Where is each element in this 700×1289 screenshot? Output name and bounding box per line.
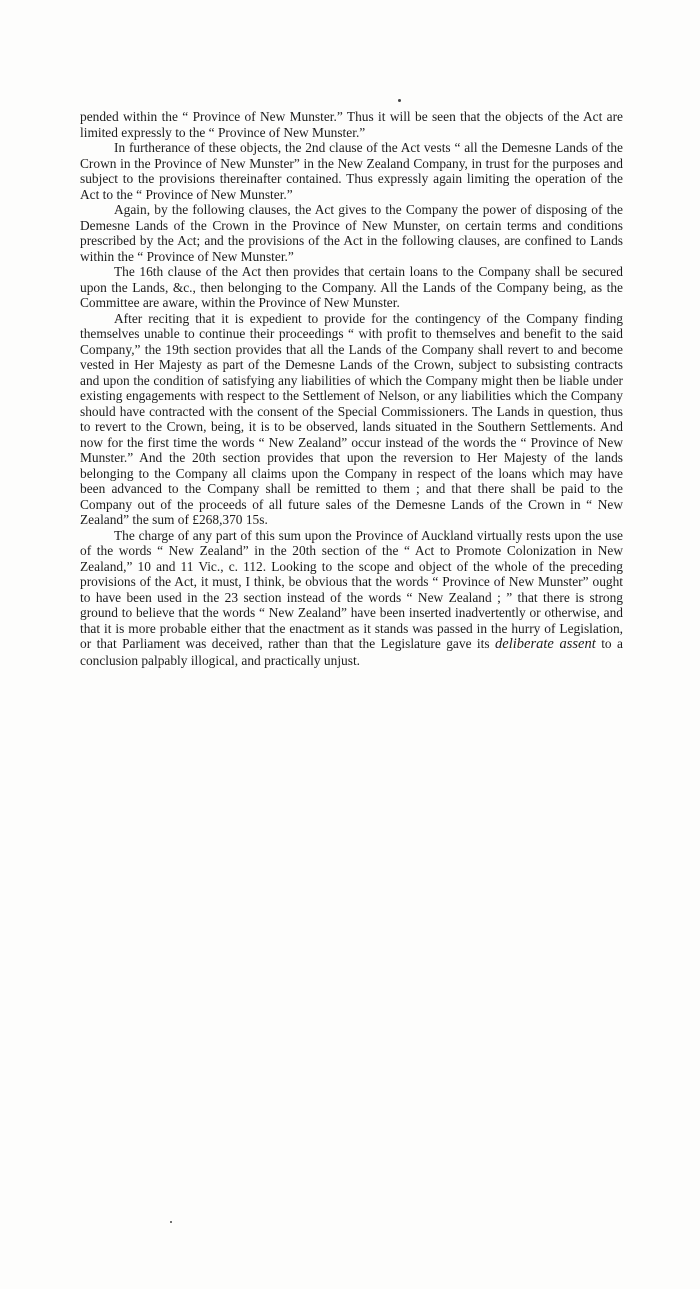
paragraph-6-text: The charge of any part of this sum upon the Province of Auckland virtually rests upon the use of the words “ New Zealand” in the 20th section of the “ Act to Promote Colonization in New Zealand,” 10 and 11 Vic., c. 112. Looking to the scope and object of the whole of the preceding provisions of the Act, it must, I think, be obvious that the words “ Province of New Munster” ought to have been used in the 23 section instead of the words “ New Zealand ; ” that there is strong ground to believe that the words “ New Zealand” have been inserted inadvertently or otherwise, and that it is more probable either that the enactment as it stands was passed in the hurry of Legislation, or that Parliament was deceived, rather than that the Legislature gave its [80, 527, 623, 651]
paragraph-3: Again, by the following clauses, the Act gives to the Company the power of disposing of the Demesne Lands of the Crown in the Province of New Munster, on certain terms and conditions prescribed by the Act; and the provisions of the Act in the following clauses, are confined to Lands within the “ Province of New Munster.” [80, 202, 623, 264]
printing-speck [170, 1221, 172, 1223]
paragraph-4: The 16th clause of the Act then provides that certain loans to the Company shall be secured upon the Lands, &c., then belonging to the Company. All the Lands of the Company being, as the Committee are aware, within the Province of New Munster. [80, 264, 623, 310]
paragraph-2: In furtherance of these objects, the 2nd clause of the Act vests “ all the Demesne Lands of the Crown in the Province of New Munster” in the New Zealand Company, in trust for the purposes and subject to the provisions thereinafter contained. Thus expressly again limiting the operation of the Act to the “ Province of New Munster.” [80, 140, 623, 202]
paragraph-6 [80, 528, 623, 669]
paragraph-1: pended within the “ Province of New Munster.” Thus it will be seen that the objects of the Act are limited expressly to the “ Province of New Munster.” [80, 109, 623, 140]
emphasis-deliberate-assent: deliberate assent [495, 636, 596, 652]
body-text [80, 109, 623, 668]
paragraph-5: After reciting that it is expedient to provide for the contingency of the Company finding themselves unable to continue their proceedings “ with profit to themselves and benefit to the said Company,” the 19th section provides that all the Lands of the Company shall revert to and become vested in Her Majesty as part of the Demesne Lands of the Crown, subject to subsisting contracts and upon the condition of satisfying any liabilities of which the Company might then be liable under existing engagements with respect to the Settlement of Nelson, or any liabilities which the Company should have contracted with the consent of the Special Commissioners. The Lands in question, thus to revert to the Crown, being, it is to be observed, lands situated in the Southern Settlements. And now for the first time the words “ New Zealand” occur instead of the words the “ Province of New Munster.” And the 20th section provides that upon the reversion to Her Majesty of the lands belonging to the Company all claims upon the Company in respect of the loans which may have been advanced to the Company shall be remitted to them ; and that there shall be paid to the Company out of the proceeds of all future sales of the Demesne Lands of the Crown in “ New Zealand” the sum of £268,370 15s. [80, 310, 623, 527]
printing-speck [398, 99, 401, 102]
paragraph-6-end: to a conclusion palpably illogical, and practically unjust. [80, 636, 623, 668]
